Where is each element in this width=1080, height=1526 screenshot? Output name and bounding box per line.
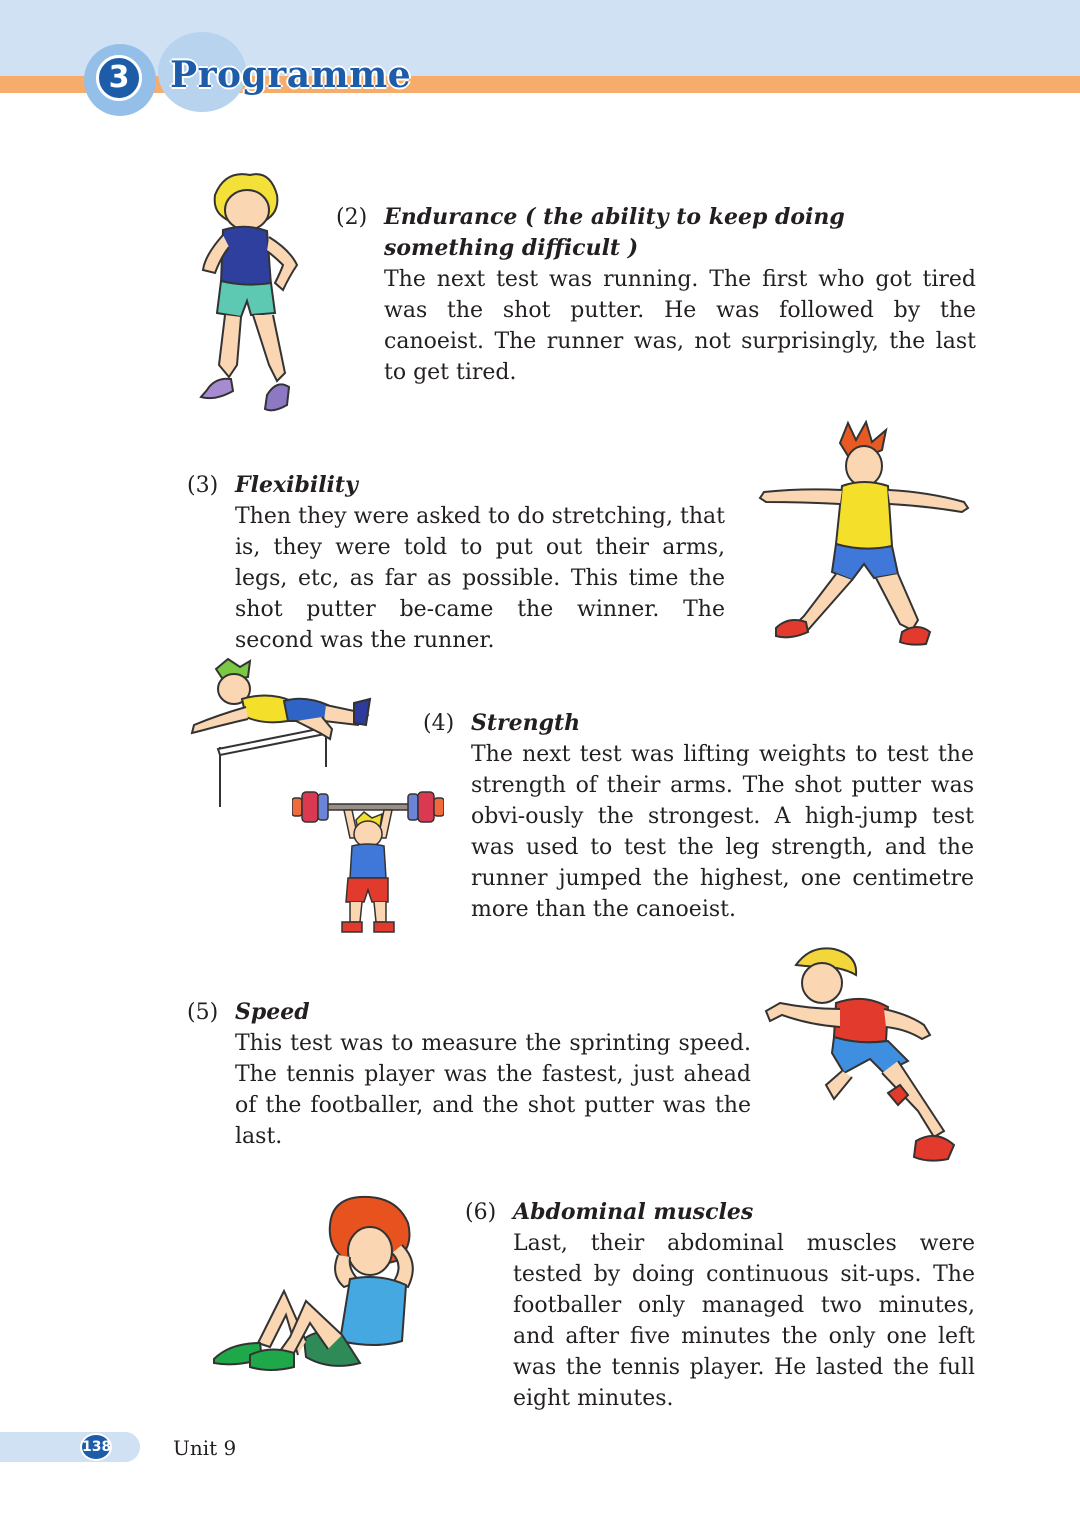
page-number: 138 [80,1433,112,1461]
item-number: (6) [465,1200,497,1225]
item-text: The next test was lifting weights to test the strength of their arms. The shot putter was obvi-ously the strongest. A high-jump test was used to test the leg strength, and the runner jumped the highest, one centimetre more than the canoeist. [471,742,974,922]
jogging-boy-illustration [185,165,315,425]
sprinter-illustration [760,945,960,1167]
item-number: (3) [187,473,219,498]
item-heading: Speed [235,999,310,1025]
item-heading: Abdominal muscles [513,1199,754,1225]
sit-up-boy-illustration [210,1195,450,1375]
high-jump-illustration [188,655,374,810]
section-number-badge: 3 [96,55,142,101]
section-title: Programme [170,54,412,96]
item-text: This test was to measure the sprinting speed. The tennis player was the fastest, just ahead of the footballer, and the shot putter was the last. [235,1031,751,1149]
weightlifter-illustration [292,790,444,938]
page-number-tab [0,1432,140,1462]
item-text: Last, their abdominal muscles were tested by doing continuous sit-ups. The footballer only managed two minutes, and after five minutes the only one left was the tennis player. He lasted the full eight minutes. [513,1231,975,1411]
item-heading: Endurance ( the ability to keep doing something difficult ) [384,204,845,261]
item-number: (2) [336,205,368,230]
item-text: Then they were asked to do stretching, that is, they were told to put out their arms, legs, etc, as far as possible. This time the shot putter be-came the winner. The second was the runner. [235,504,725,653]
item-heading: Flexibility [235,472,358,498]
item-number: (5) [187,1000,219,1025]
item-heading: Strength [471,710,581,736]
item-text: The next test was running. The first who got tired was the shot putter. He was followed by the canoeist. The runner was, not surprisingly, the last to get tired. [384,267,976,385]
item-number: (4) [423,711,455,736]
unit-label: Unit 9 [173,1436,237,1460]
stretching-boy-illustration [752,418,974,650]
